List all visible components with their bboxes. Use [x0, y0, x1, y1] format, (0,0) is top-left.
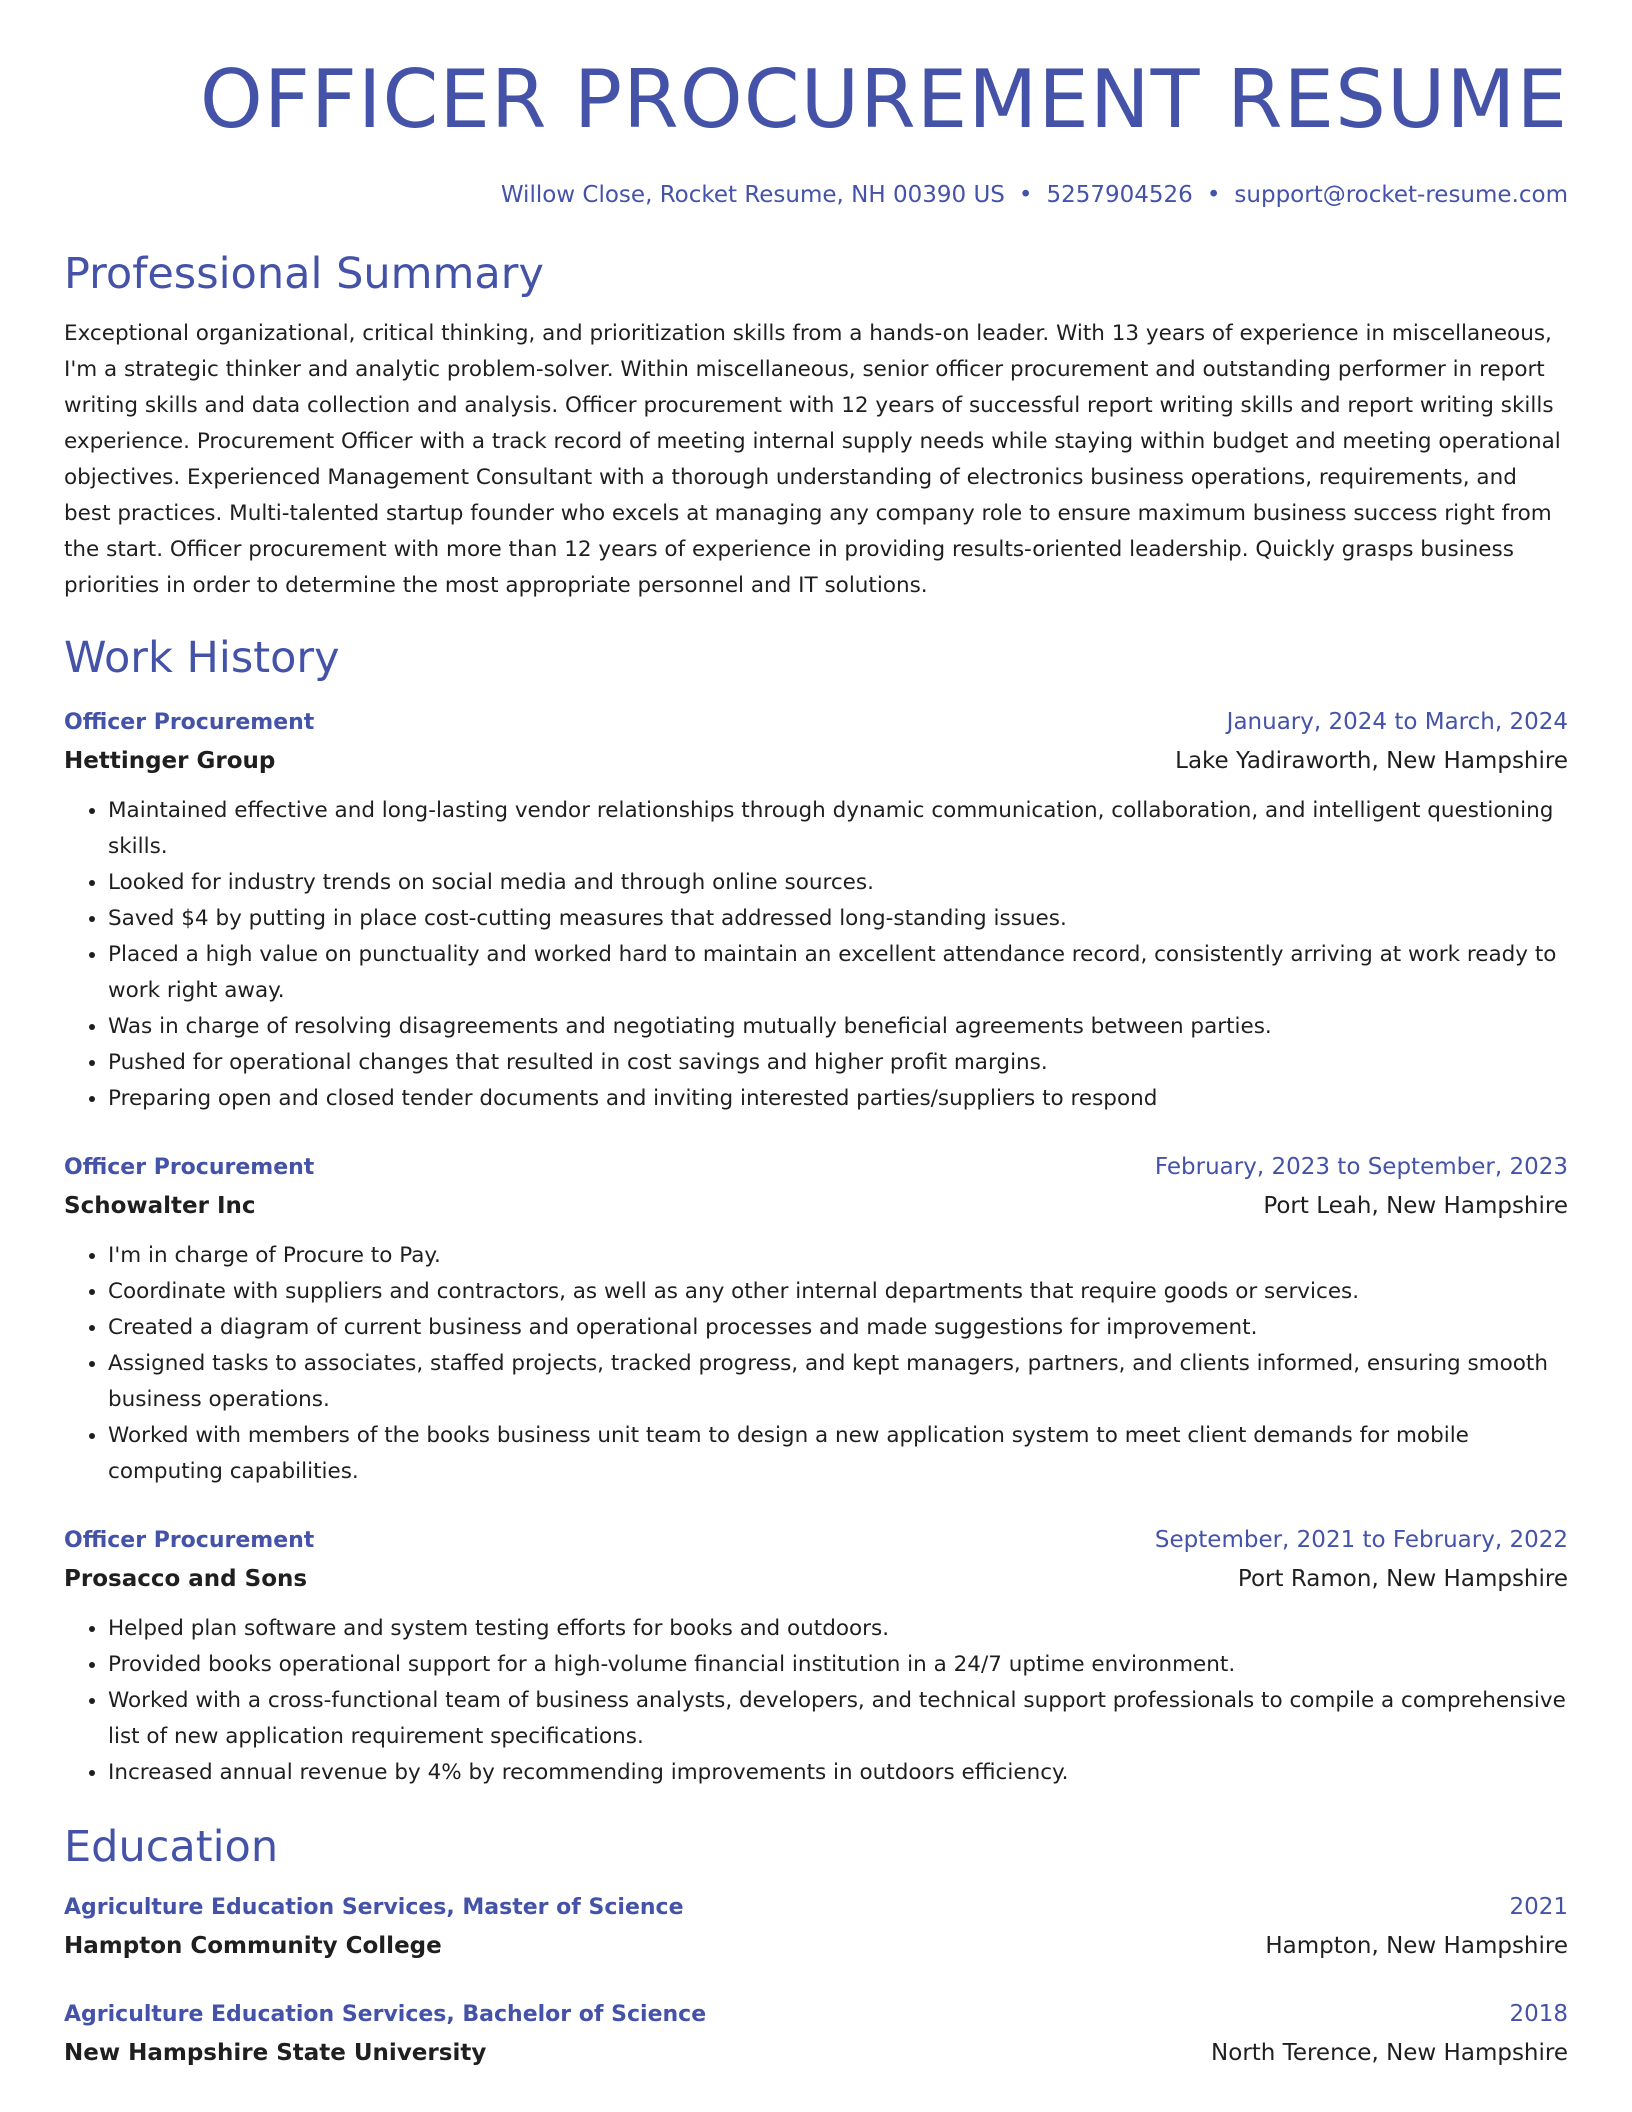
- contact-email[interactable]: support@rocket-resume.com: [1234, 182, 1568, 208]
- job-bullet: • Saved $4 by putting in place cost-cutting measures that addressed long-standing issues.: [108, 901, 1568, 937]
- job-bullet: • Coordinate with suppliers and contractors, as well as any other internal departments that require goods or services.: [108, 1274, 1568, 1310]
- education-school-row: [64, 2031, 1568, 2071]
- work-history-section: [64, 632, 1568, 1791]
- job-header-row: [64, 1524, 1568, 1557]
- education-location: Hampton, New Hampshire: [1265, 1933, 1568, 1959]
- job-location: Port Ramon, New Hampshire: [1237, 1566, 1568, 1592]
- job-bullets: [64, 1238, 1568, 1490]
- job-company: Prosacco and Sons: [64, 1566, 308, 1592]
- job-dates: January, 2024 to March, 2024: [1226, 709, 1568, 735]
- job-bullet: • Increased annual revenue by 4% by recommending improvements in outdoors efficiency.: [108, 1755, 1568, 1791]
- contact-phone[interactable]: 5257904526: [1046, 182, 1193, 208]
- section-heading-work: Work History: [64, 633, 340, 683]
- education-year: 2018: [1509, 2001, 1568, 2027]
- job-company: Schowalter Inc: [64, 1193, 256, 1219]
- job-company-row: [64, 739, 1568, 779]
- job-bullet: • Assigned tasks to associates, staffed projects, tracked progress, and kept managers, partners, and clients informed, ensuring smooth business operations.: [108, 1346, 1568, 1418]
- job-bullet: • Looked for industry trends on social media and through online sources.: [108, 865, 1568, 901]
- job-company-row: [64, 1184, 1568, 1224]
- job-bullets: [64, 1611, 1568, 1791]
- education-year: 2021: [1509, 1894, 1568, 1920]
- job-bullet: • I'm in charge of Procure to Pay.: [108, 1238, 1568, 1274]
- job-bullets: [64, 793, 1568, 1117]
- section-heading-education: Education: [64, 1822, 279, 1872]
- education-section: [64, 1821, 1568, 2071]
- job-bullet: • Placed a high value on punctuality and worked hard to maintain an excellent attendance record, consistently arriving at work ready to work right away.: [108, 937, 1568, 1009]
- contact-separator: •: [1206, 182, 1221, 208]
- job-entry: [64, 1151, 1568, 1490]
- contact-separator: •: [1018, 182, 1033, 208]
- summary-text: Exceptional organizational, critical thinking, and prioritization skills from a hands-on leader. With 13 years of experience in miscellaneous, I'm a strategic thinker and analytic problem-solver. Within miscellaneous, senior officer procurement and outstanding performer in report writing skills and data collection and analysis. Officer procurement with 12 years of successful report writing skills and report writing skills experience. Procurement Officer with a track record of meeting internal supply needs while staying within budget and meeting operational objectives. Experienced Management Consultant with a thorough understanding of electronics business operations, requirements, and best practices. Multi-talented startup founder who excels at managing any company role to ensure maximum business success right from the start. Officer procurement with more than 12 years of experience in providing results-oriented leadership. Quickly grasps business priorities in order to determine the most appropriate personnel and IT solutions.: [64, 321, 1561, 598]
- job-bullet: • Worked with a cross-functional team of business analysts, developers, and technical support professionals to compile a comprehensive list of new application requirement specifications.: [108, 1683, 1568, 1755]
- education-school: Hampton Community College: [64, 1933, 442, 1959]
- contact-line: [64, 180, 1568, 210]
- professional-summary-section: [64, 248, 1568, 604]
- job-title: Officer Procurement: [64, 1155, 315, 1180]
- job-company: Hettinger Group: [64, 748, 276, 774]
- education-location: North Terence, New Hampshire: [1211, 2040, 1568, 2066]
- job-location: Lake Yadiraworth, New Hampshire: [1175, 748, 1568, 774]
- job-bullet: • Pushed for operational changes that resulted in cost savings and higher profit margins.: [108, 1045, 1568, 1081]
- job-entry: [64, 706, 1568, 1117]
- education-school-row: [64, 1924, 1568, 1964]
- job-location: Port Leah, New Hampshire: [1263, 1193, 1568, 1219]
- job-bullet: • Created a diagram of current business and operational processes and made suggestions for improvement.: [108, 1310, 1568, 1346]
- contact-address: Willow Close, Rocket Resume, NH 00390 US: [500, 182, 1005, 208]
- job-bullet: • Worked with members of the books business unit team to design a new application system to meet client demands for mobile computing capabilities.: [108, 1418, 1568, 1490]
- job-header-row: [64, 1151, 1568, 1184]
- education-entry: [64, 1998, 1568, 2071]
- job-bullet: • Maintained effective and long-lasting vendor relationships through dynamic communication, collaboration, and intelligent questioning skills.: [108, 793, 1568, 865]
- job-header-row: [64, 706, 1568, 739]
- job-bullet: • Was in charge of resolving disagreements and negotiating mutually beneficial agreements between parties.: [108, 1009, 1568, 1045]
- resume-title: OFFICER PROCUREMENT RESUME: [199, 53, 1568, 146]
- job-entry: [64, 1524, 1568, 1791]
- job-bullet: • Preparing open and closed tender documents and inviting interested parties/suppliers to respond: [108, 1081, 1568, 1117]
- section-heading-summary: Professional Summary: [64, 249, 544, 299]
- job-bullet: • Provided books operational support for a high-volume financial institution in a 24/7 uptime environment.: [108, 1647, 1568, 1683]
- education-header-row: [64, 1891, 1568, 1924]
- job-dates: February, 2023 to September, 2023: [1154, 1154, 1568, 1180]
- job-dates: September, 2021 to February, 2022: [1154, 1527, 1568, 1553]
- education-degree: Agriculture Education Services, Master of Science: [64, 1895, 684, 1920]
- education-school: New Hampshire State University: [64, 2040, 487, 2066]
- education-degree: Agriculture Education Services, Bachelor of Science: [64, 2002, 707, 2027]
- job-title: Officer Procurement: [64, 1528, 315, 1553]
- education-entry: [64, 1891, 1568, 1964]
- job-company-row: [64, 1557, 1568, 1597]
- education-header-row: [64, 1998, 1568, 2031]
- job-bullet: • Helped plan software and system testing efforts for books and outdoors.: [108, 1611, 1568, 1647]
- job-title: Officer Procurement: [64, 710, 315, 735]
